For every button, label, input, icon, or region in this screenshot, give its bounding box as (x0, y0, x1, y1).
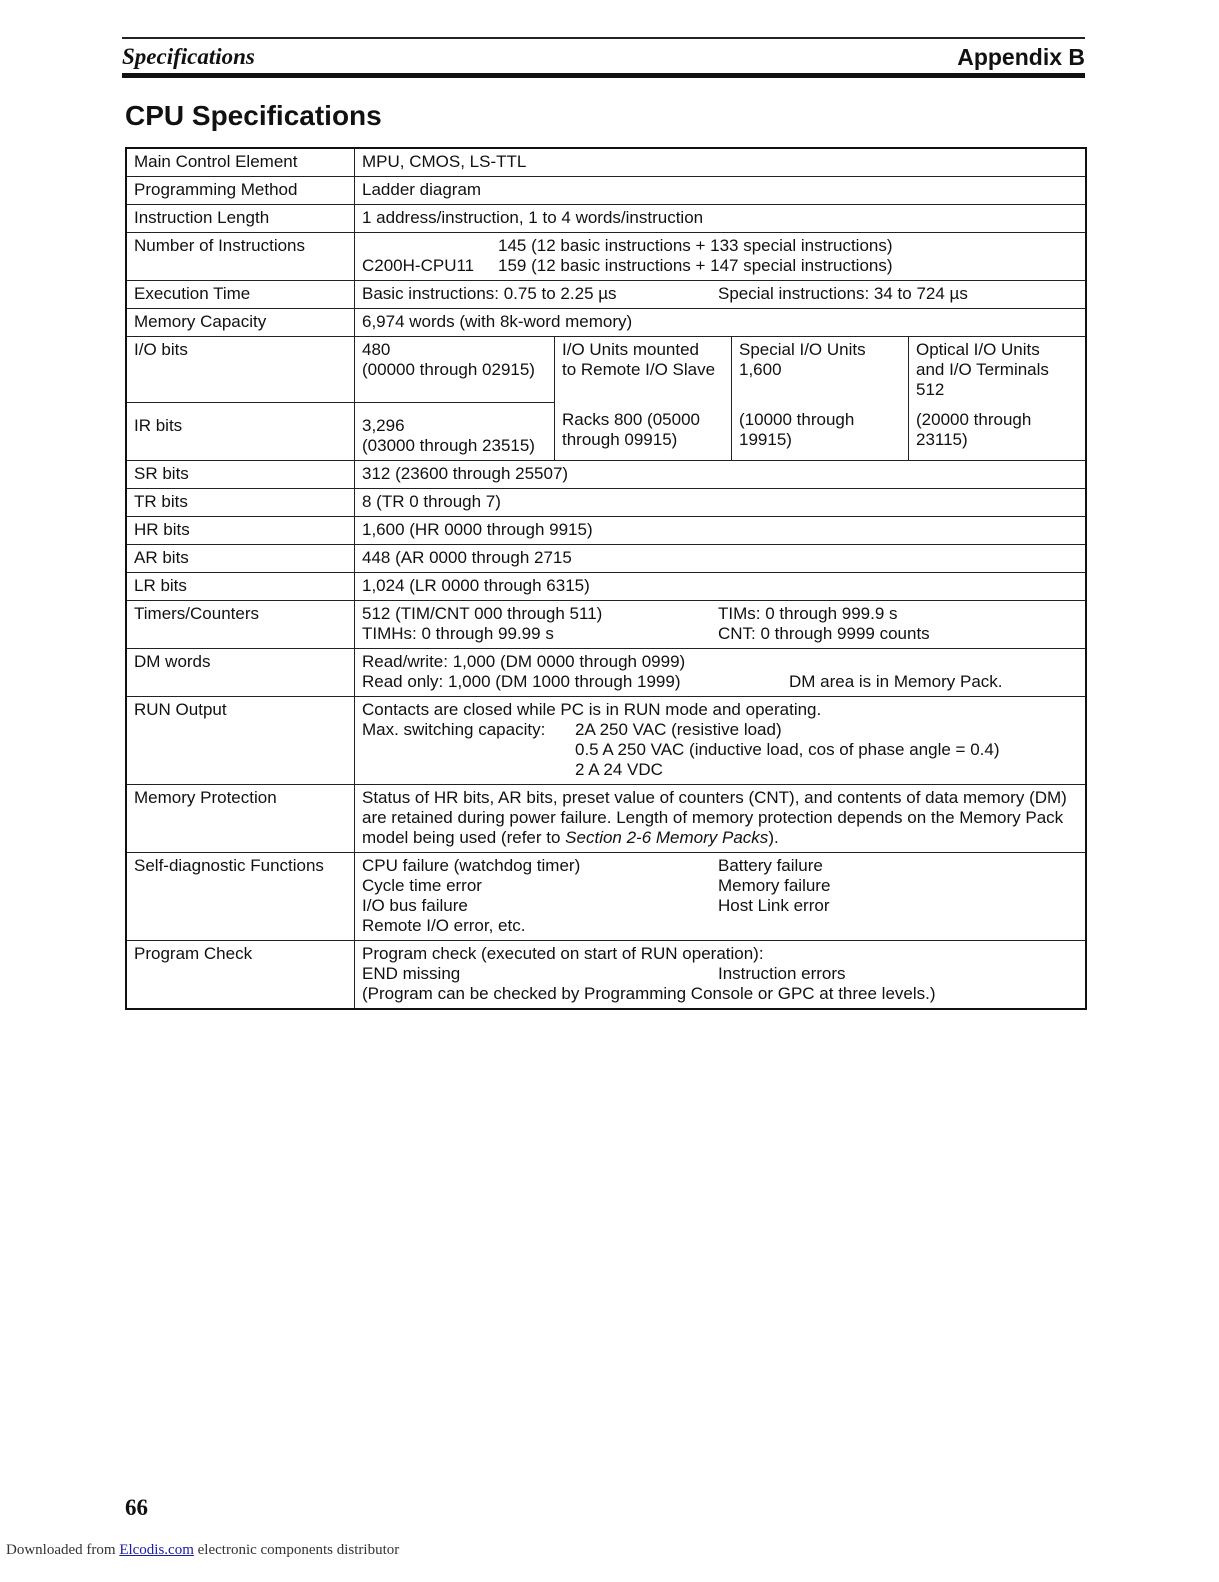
row-value: CPU failure (watchdog timer) Battery failure Cycle time error Memory failure I/O bus failure Host Link error Remote I/O error, etc. (355, 853, 1087, 941)
table-row (126, 649, 1086, 697)
optical-io-cell: Optical I/O Units and I/O Terminals 512 (20000 through 23115) (909, 337, 1087, 461)
table-row (126, 148, 1086, 177)
row-label: Number of Instructions (126, 233, 355, 281)
row-label: HR bits (126, 517, 355, 545)
row-value: Program check (executed on start of RUN operation): END missing Instruction errors (Program can be checked by Programming Console or GPC at three levels.) (355, 941, 1087, 1010)
table-row (126, 309, 1086, 337)
row-label: AR bits (126, 545, 355, 573)
row-value: 8 (TR 0 through 7) (355, 489, 1087, 517)
basic-exec-time: Basic instructions: 0.75 to 2.25 µs (362, 284, 617, 303)
table-row (126, 517, 1086, 545)
table-row (126, 461, 1086, 489)
row-label: RUN Output (126, 697, 355, 785)
table-row (126, 337, 1086, 403)
cpu-spec-table (125, 147, 1087, 1010)
row-value: 1,600 (HR 0000 through 9915) (355, 517, 1087, 545)
row-label: I/O bits (126, 337, 355, 403)
section-reference: Section 2-6 Memory Packs (565, 828, 769, 847)
elcodis-link[interactable]: Elcodis.com (119, 1542, 194, 1558)
row-value (355, 281, 1087, 309)
row-label: Programming Method (126, 177, 355, 205)
row-label: DM words (126, 649, 355, 697)
row-value: 512 (TIM/CNT 000 through 511) TIMs: 0 through 999.9 s TIMHs: 0 through 99.99 s CNT: 0 through 9999 counts (355, 601, 1087, 649)
page-title: CPU Specifications (125, 100, 382, 131)
row-value: 1 address/instruction, 1 to 4 words/instruction (355, 205, 1087, 233)
row-label: Self-diagnostic Functions (126, 853, 355, 941)
instr-count-line-1: 145 (12 basic instructions + 133 special instructions) (498, 236, 893, 255)
row-label: Execution Time (126, 281, 355, 309)
running-header-section: Specifications (122, 44, 255, 69)
table-row (126, 941, 1086, 1010)
row-value: Ladder diagram (355, 177, 1087, 205)
row-value: Status of HR bits, AR bits, preset value of counters (CNT), and contents of data memory (DM) are retained during power failure. Length of memory protection depends on the Memory Pack model being used (refer to Section 2-6 Memory Packs). (355, 785, 1087, 853)
row-label: IR bits (126, 403, 355, 461)
table-row (126, 697, 1086, 785)
table-row (126, 545, 1086, 573)
row-value: MPU, CMOS, LS-TTL (355, 148, 1087, 177)
header-rule-top (122, 37, 1085, 39)
row-value (355, 233, 1087, 281)
special-exec-time: Special instructions: 34 to 724 µs (718, 284, 968, 303)
table-row (126, 601, 1086, 649)
io-bits-value: 480 (00000 through 02915) (355, 337, 555, 403)
table-row (126, 177, 1086, 205)
row-label: Memory Capacity (126, 309, 355, 337)
ir-bits-value: 3,296 (03000 through 23515) (355, 403, 555, 461)
table-row (126, 233, 1086, 281)
table-row (126, 853, 1086, 941)
row-label: Memory Protection (126, 785, 355, 853)
row-label: Instruction Length (126, 205, 355, 233)
row-value: Read/write: 1,000 (DM 0000 through 0999) Read only: 1,000 (DM 1000 through 1999) DM area is in Memory Pack. (355, 649, 1087, 697)
download-footer: Downloaded from Elcodis.com electronic components distributor (6, 1542, 400, 1558)
instr-count-value: 159 (12 basic instructions + 147 special instructions) (498, 256, 893, 275)
row-label: SR bits (126, 461, 355, 489)
row-label: Program Check (126, 941, 355, 1010)
table-row (126, 205, 1086, 233)
instr-count-line-2 (362, 256, 1079, 276)
special-io-cell: Special I/O Units 1,600 (10000 through 19915) (732, 337, 909, 461)
table-row (126, 573, 1086, 601)
row-value: 448 (AR 0000 through 2715 (355, 545, 1087, 573)
row-value: 1,024 (LR 0000 through 6315) (355, 573, 1087, 601)
row-value: 312 (23600 through 25507) (355, 461, 1087, 489)
row-label: Main Control Element (126, 148, 355, 177)
row-value: Contacts are closed while PC is in RUN mode and operating. Max. switching capacity: 2A 250 VAC (resistive load) 0.5 A 250 VAC (inductive load, cos of phase angle = 0.4) 2 A 24 VDC (355, 697, 1087, 785)
row-label: Timers/Counters (126, 601, 355, 649)
header-rule-bottom (122, 73, 1085, 78)
row-value: 6,974 words (with 8k-word memory) (355, 309, 1087, 337)
page-number: 66 (125, 1495, 148, 1520)
row-label: LR bits (126, 573, 355, 601)
table-row (126, 785, 1086, 853)
running-header-appendix: Appendix B (957, 44, 1085, 70)
row-label: TR bits (126, 489, 355, 517)
remote-io-cell: I/O Units mounted to Remote I/O Slave Racks 800 (05000 through 09915) (555, 337, 732, 461)
cpu-model: C200H-CPU11 (362, 256, 475, 275)
table-row (126, 281, 1086, 309)
table-row (126, 489, 1086, 517)
